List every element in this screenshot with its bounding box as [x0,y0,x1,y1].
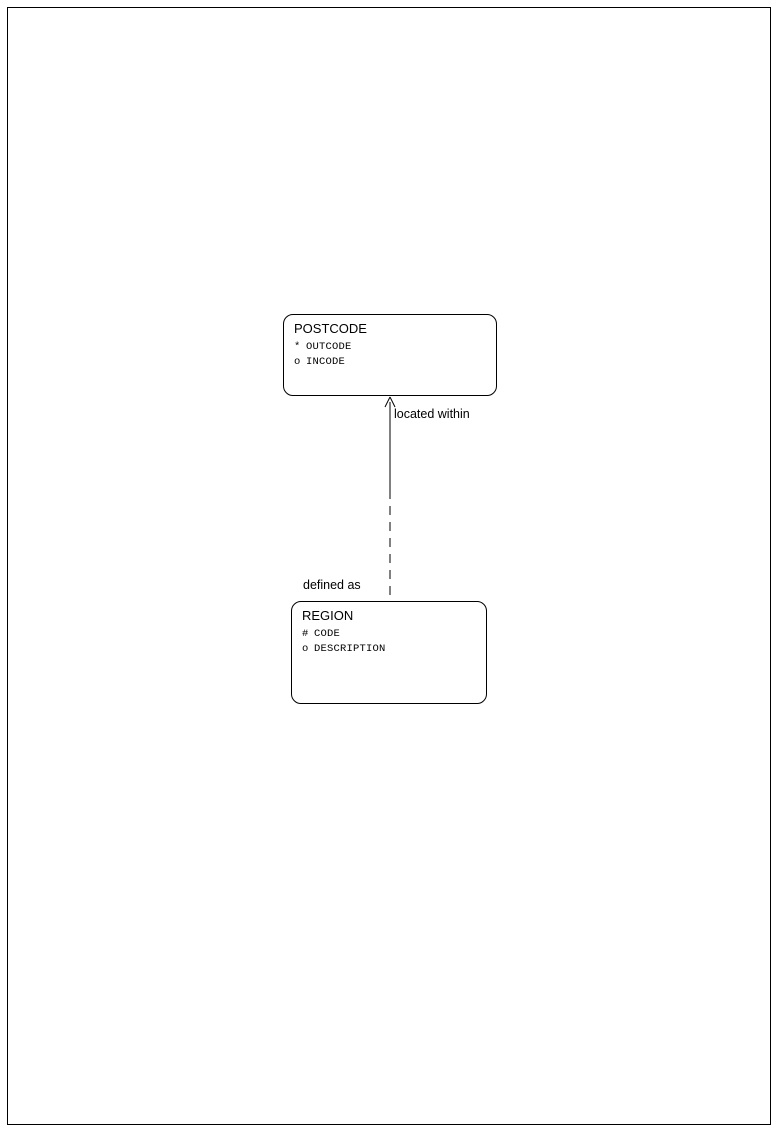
attribute-name: INCODE [306,356,346,368]
attribute-name: CODE [314,628,341,640]
attribute-marker-icon: # [302,628,309,640]
entity-postcode[interactable] [283,314,497,396]
attribute-list [302,628,386,658]
attribute-marker-icon: o [302,643,309,655]
attribute-row [302,643,386,658]
attribute-name: OUTCODE [306,341,352,353]
attribute-marker-icon: o [294,356,301,368]
relationship-label-defined-as: defined as [303,578,361,592]
attribute-row [294,341,352,356]
entity-title: REGION [302,608,354,623]
entity-region[interactable] [291,601,487,704]
relationship-label-located-within: located within [394,407,470,421]
attribute-row [294,356,352,371]
attribute-list [294,341,352,371]
attribute-row [302,628,386,643]
attribute-name: DESCRIPTION [314,643,386,655]
attribute-marker-icon: * [294,341,301,353]
entity-title: POSTCODE [294,321,367,336]
